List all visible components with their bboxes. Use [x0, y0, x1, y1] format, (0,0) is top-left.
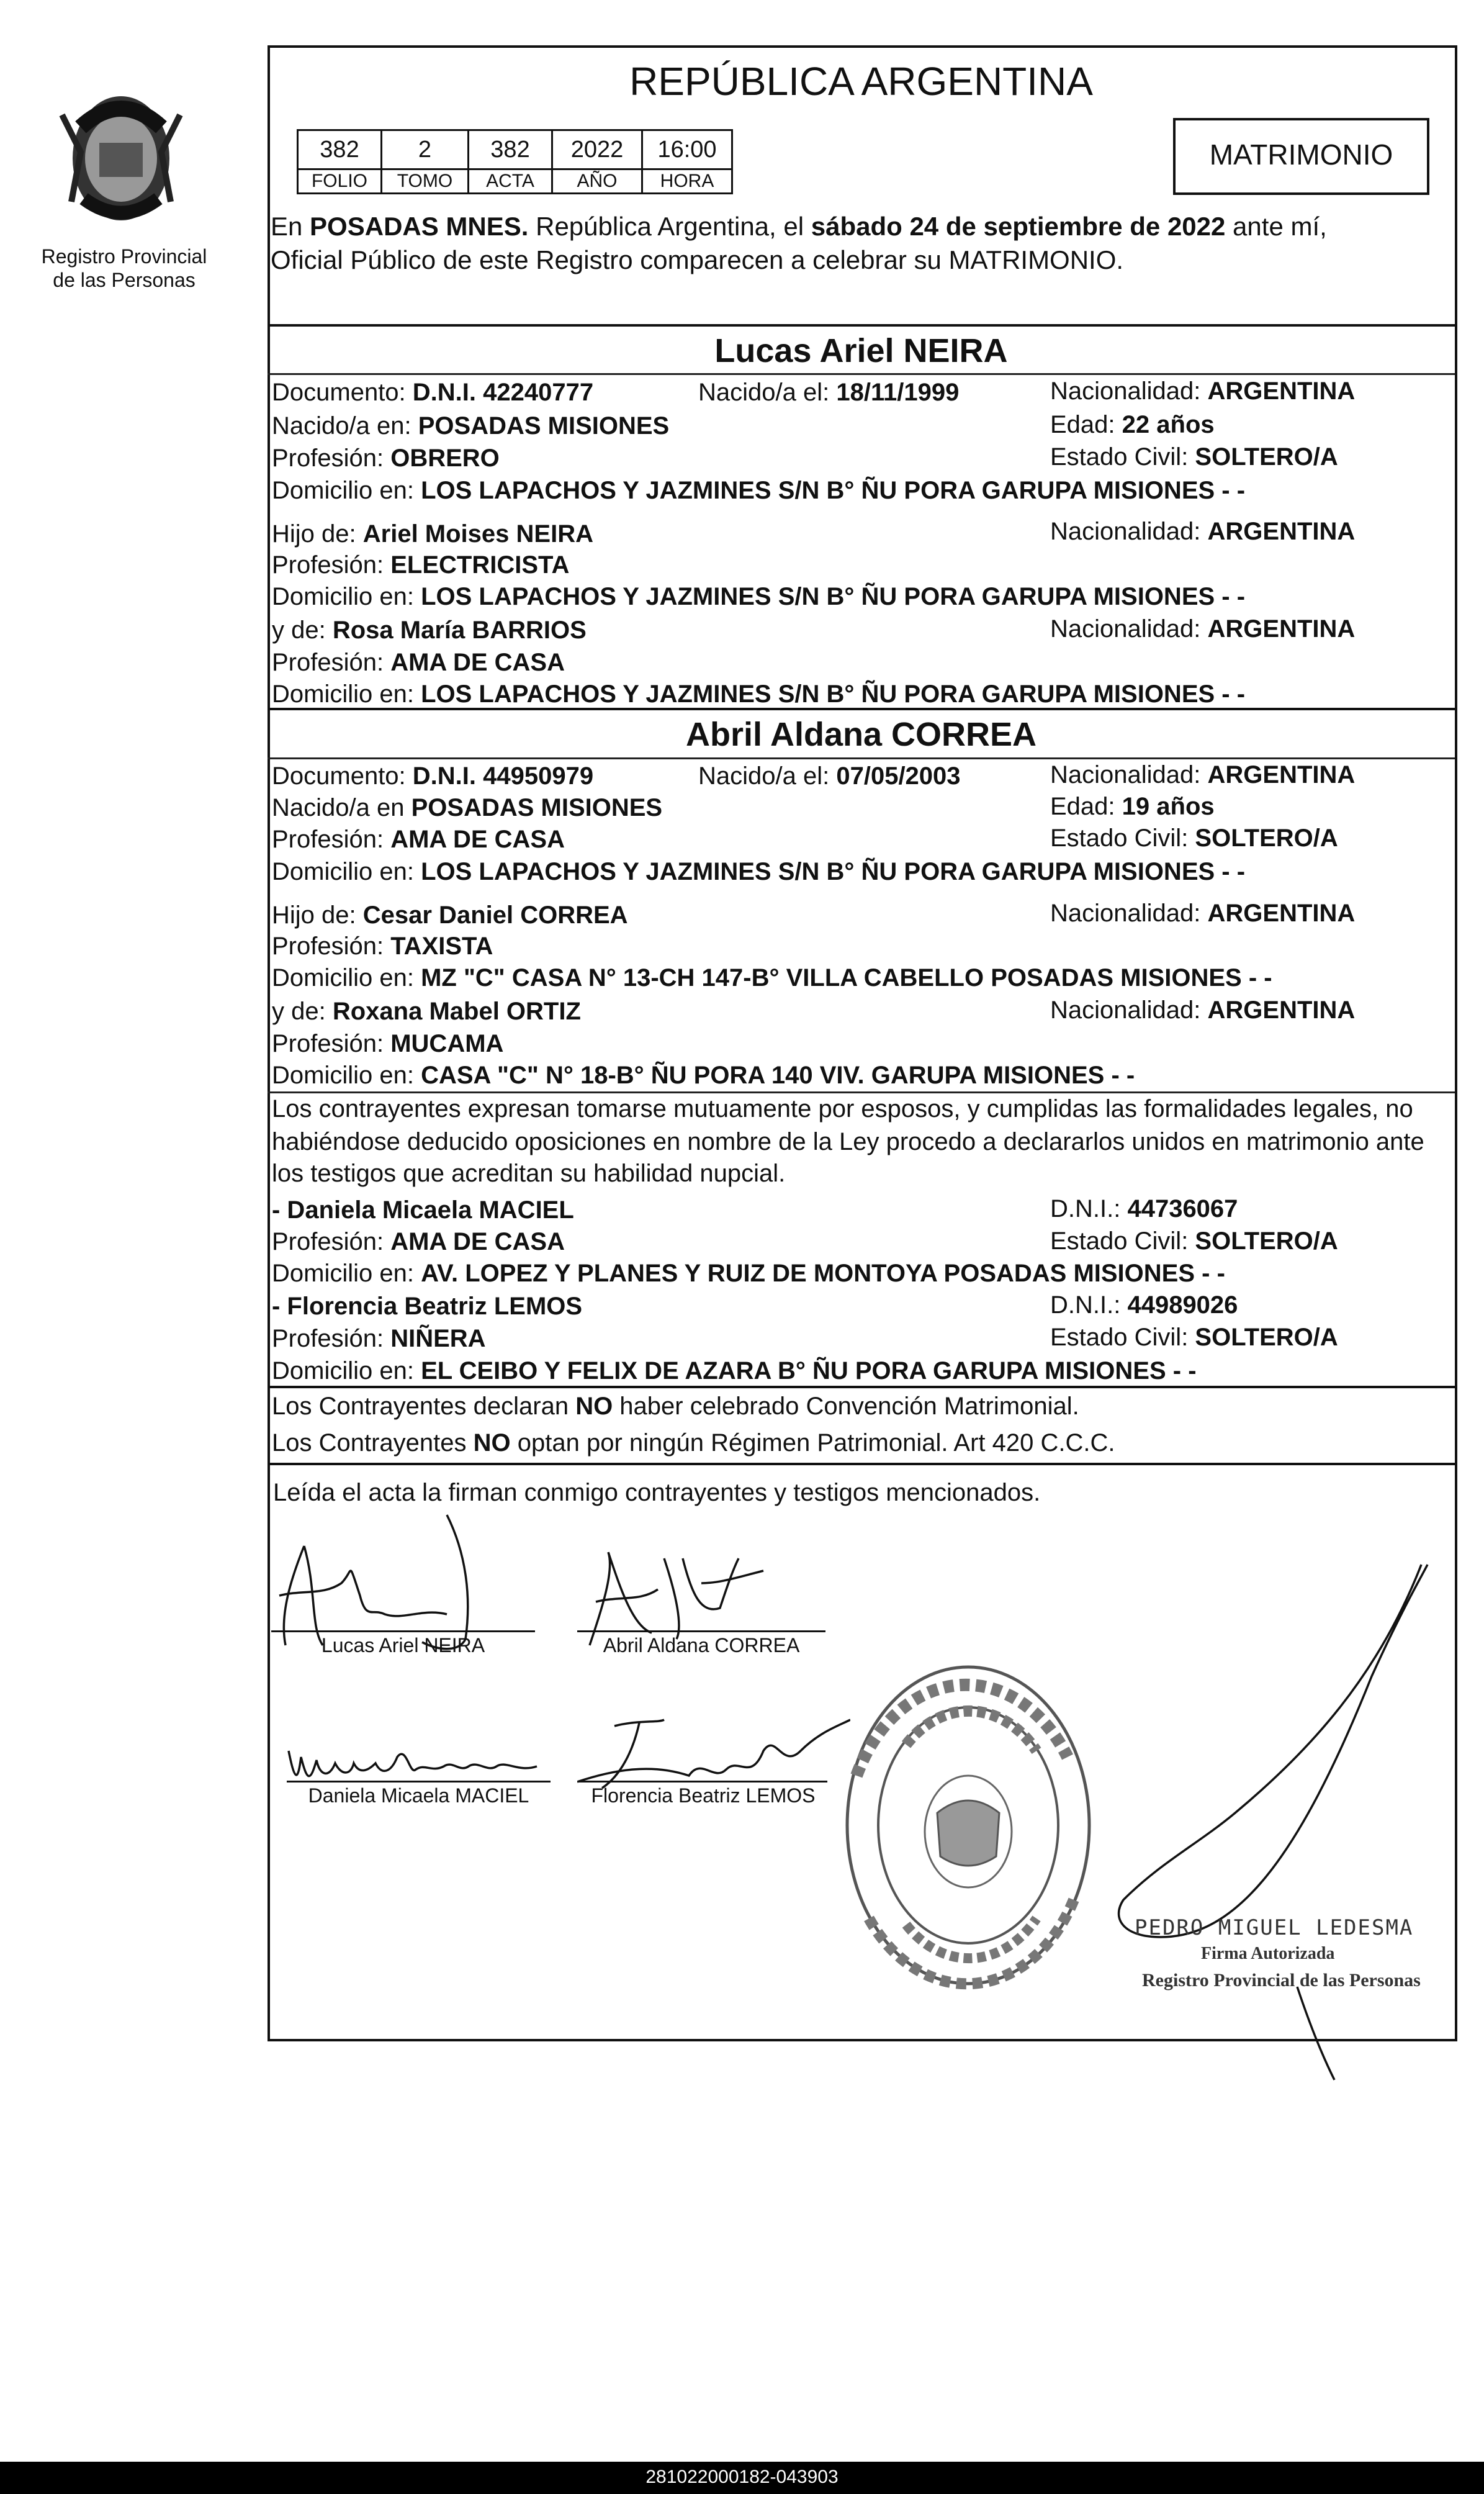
- anio-label: AÑO: [552, 169, 642, 194]
- divider: [268, 708, 1455, 710]
- divider: [268, 324, 1455, 327]
- record-type-label: MATRIMONIO: [1209, 138, 1393, 171]
- bride-profession: Profesión: AMA DE CASA: [272, 826, 565, 853]
- official-name: PEDRO MIGUEL LEDESMA: [1135, 1915, 1414, 1940]
- witness1-dni: D.N.I.: 44736067: [1050, 1195, 1238, 1222]
- groom-mother: y de: Rosa María BARRIOS: [272, 617, 587, 644]
- bride-father-nationality: Nacionalidad: ARGENTINA: [1050, 900, 1356, 927]
- witness1-name: - Daniela Micaela MACIEL: [272, 1196, 574, 1224]
- registry-name-line1: Registro Provincial: [41, 245, 207, 268]
- declaration-line1: Los contrayentes expresan tomarse mutuamente por esposos, y cumplidas las formalidades legales, no: [272, 1095, 1413, 1123]
- bride-mother-nationality: Nacionalidad: ARGENTINA: [1050, 996, 1356, 1024]
- bride-mother: y de: Roxana Mabel ORTIZ: [272, 998, 581, 1025]
- groom-address: Domicilio en: LOS LAPACHOS Y JAZMINES S/N B° ÑU PORA GARUPA MISIONES - -: [272, 477, 1246, 504]
- official-role: Firma Autorizada: [1201, 1944, 1335, 1963]
- bride-nationality: Nacionalidad: ARGENTINA: [1050, 761, 1356, 788]
- divider: [268, 1463, 1455, 1465]
- bride-age: Edad: 19 años: [1050, 793, 1215, 820]
- witness1-signature-line: [287, 1781, 551, 1782]
- witness2-dni: D.N.I.: 44989026: [1050, 1291, 1238, 1319]
- bride-father: Hijo de: Cesar Daniel CORREA: [272, 901, 628, 929]
- convention-line1: Los Contrayentes declaran NO haber celebrado Convención Matrimonial.: [272, 1393, 1079, 1420]
- footer-code: 281022000182-043903: [645, 2467, 839, 2487]
- folio-label: FOLIO: [298, 169, 382, 194]
- bride-mother-address: Domicilio en: CASA "C" N° 18-B° ÑU PORA 140 VIV. GARUPA MISIONES - -: [272, 1062, 1135, 1089]
- groom-nationality: Nacionalidad: ARGENTINA: [1050, 377, 1356, 405]
- bride-father-profession: Profesión: TAXISTA: [272, 933, 493, 960]
- witness1-signature-caption: Daniela Micaela MACIEL: [308, 1784, 529, 1807]
- hora-label: HORA: [642, 169, 732, 194]
- groom-profession: Profesión: OBRERO: [272, 445, 500, 472]
- witness2-signature-caption: Florencia Beatriz LEMOS: [591, 1784, 816, 1807]
- divider: [268, 373, 1455, 375]
- bride-birth-place: Nacido/a en POSADAS MISIONES: [272, 794, 663, 821]
- tomo-value: 2: [382, 130, 469, 169]
- groom-document: Documento: D.N.I. 42240777: [272, 379, 594, 406]
- divider: [268, 757, 1455, 759]
- bride-civil-status: Estado Civil: SOLTERO/A: [1050, 825, 1338, 852]
- folio-value: 382: [298, 130, 382, 169]
- hora-value: 16:00: [642, 130, 732, 169]
- witness1-address: Domicilio en: AV. LOPEZ Y PLANES Y RUIZ DE MONTOYA POSADAS MISIONES - -: [272, 1260, 1225, 1287]
- witness2-profession: Profesión: NIÑERA: [272, 1325, 486, 1352]
- official-registry: Registro Provincial de las Personas: [1142, 1970, 1421, 1990]
- groom-age: Edad: 22 años: [1050, 411, 1215, 438]
- groom-father-nationality: Nacionalidad: ARGENTINA: [1050, 518, 1356, 545]
- intro-text-c: ante mí,: [1225, 212, 1327, 241]
- groom-birth-date: Nacido/a el: 18/11/1999: [698, 379, 960, 406]
- witness2-civil-status: Estado Civil: SOLTERO/A: [1050, 1324, 1338, 1351]
- tomo-label: TOMO: [382, 169, 469, 194]
- bride-signature-line: [577, 1630, 825, 1632]
- groom-mother-address: Domicilio en: LOS LAPACHOS Y JAZMINES S/N B° ÑU PORA GARUPA MISIONES - -: [272, 680, 1246, 708]
- declaration-line2: habiéndose deducido oposiciones en nombre de la Ley procedo a declararlos unidos en matrimonio ante: [272, 1128, 1424, 1155]
- closing-statement: Leída el acta la firman conmigo contrayentes y testigos mencionados.: [273, 1479, 1041, 1506]
- groom-father: Hijo de: Ariel Moises NEIRA: [272, 520, 593, 548]
- groom-mother-nationality: Nacionalidad: ARGENTINA: [1050, 615, 1356, 643]
- groom-father-address: Domicilio en: LOS LAPACHOS Y JAZMINES S/N B° ÑU PORA GARUPA MISIONES - -: [272, 583, 1246, 610]
- witness1-civil-status: Estado Civil: SOLTERO/A: [1050, 1227, 1338, 1255]
- official-signature: [1111, 1552, 1434, 2086]
- witness1-signature: [282, 1732, 555, 1788]
- groom-name: Lucas Ariel NEIRA: [714, 332, 1008, 369]
- intro-text-b: República Argentina, el: [528, 212, 811, 241]
- anio-value: 2022: [552, 130, 642, 169]
- registry-name-line2: de las Personas: [53, 269, 196, 291]
- intro-text-a: En: [271, 212, 310, 241]
- groom-birth-place: Nacido/a en: POSADAS MISIONES: [272, 412, 670, 440]
- registry-logo: [37, 78, 205, 233]
- divider: [268, 1386, 1455, 1388]
- witness1-profession: Profesión: AMA DE CASA: [272, 1228, 565, 1255]
- groom-signature-line: [271, 1630, 535, 1632]
- bride-name: Abril Aldana CORREA: [685, 716, 1037, 753]
- intro-place: POSADAS MNES.: [310, 212, 529, 241]
- witness2-name: - Florencia Beatriz LEMOS: [272, 1293, 583, 1320]
- divider: [268, 1091, 1455, 1093]
- acta-label: ACTA: [469, 169, 552, 194]
- bride-mother-profession: Profesión: MUCAMA: [272, 1030, 504, 1057]
- intro-line2: Oficial Público de este Registro comparecen a celebrar su MATRIMONIO.: [271, 245, 1124, 274]
- registry-stamp: [832, 1651, 1105, 1999]
- bride-birth-date: Nacido/a el: 07/05/2003: [698, 762, 961, 790]
- intro-date: sábado 24 de septiembre de 2022: [811, 212, 1226, 241]
- convention-line2: Los Contrayentes NO optan por ningún Régimen Patrimonial. Art 420 C.C.C.: [272, 1429, 1115, 1457]
- record-id-table: [297, 129, 733, 194]
- groom-father-profession: Profesión: ELECTRICISTA: [272, 551, 570, 579]
- groom-civil-status: Estado Civil: SOLTERO/A: [1050, 443, 1338, 471]
- bride-father-address: Domicilio en: MZ "C" CASA N° 13-CH 147-B° VILLA CABELLO POSADAS MISIONES - -: [272, 964, 1272, 992]
- acta-value: 382: [469, 130, 552, 169]
- intro-line1: [271, 211, 1327, 242]
- bride-signature-caption: Abril Aldana CORREA: [603, 1634, 800, 1656]
- bride-address: Domicilio en: LOS LAPACHOS Y JAZMINES S/N B° ÑU PORA GARUPA MISIONES - -: [272, 858, 1246, 885]
- groom-mother-profession: Profesión: AMA DE CASA: [272, 649, 565, 676]
- witness2-address: Domicilio en: EL CEIBO Y FELIX DE AZARA B° ÑU PORA GARUPA MISIONES - -: [272, 1357, 1197, 1385]
- bride-document: Documento: D.N.I. 44950979: [272, 762, 594, 790]
- witness2-signature-line: [579, 1781, 827, 1782]
- groom-signature: [267, 1502, 546, 1651]
- country-title: REPÚBLICA ARGENTINA: [629, 59, 1093, 104]
- declaration-line3: los testigos que acreditan su habilidad nupcial.: [272, 1160, 786, 1187]
- groom-signature-caption: Lucas Ariel NEIRA: [321, 1634, 485, 1656]
